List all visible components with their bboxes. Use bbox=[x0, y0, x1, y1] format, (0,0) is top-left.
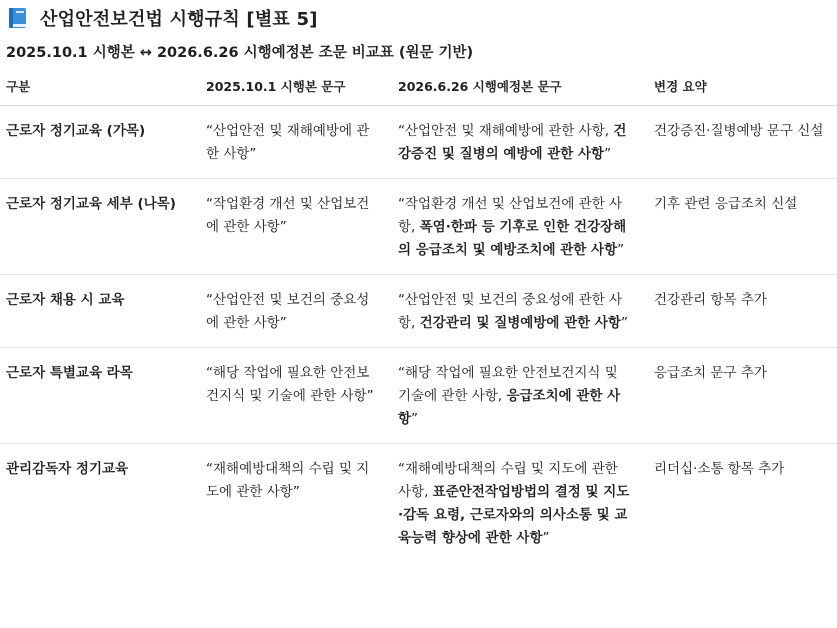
new-text-plain: “작업환경 개선 및 산업보건에 관한 사항, bbox=[398, 196, 623, 235]
column-header-summary: 변경 요약 bbox=[648, 66, 837, 106]
table-row bbox=[0, 444, 837, 563]
row-new-text bbox=[392, 275, 648, 348]
blue-book-icon bbox=[8, 7, 28, 29]
new-text-added: 표준안전작업방법의 결정 및 지도·감독 요령, 근로자와의 의사소통 및 교육능력 향상에 관한 사항 bbox=[398, 484, 630, 546]
column-header-new-text: 2026.6.26 시행예정본 문구 bbox=[392, 66, 648, 106]
new-text-end: ” bbox=[542, 530, 550, 546]
row-category: 근로자 채용 시 교육 bbox=[0, 275, 200, 348]
row-current-text: “산업안전 및 재해예방에 관한 사항” bbox=[200, 106, 392, 179]
row-summary: 건강증진·질병예방 문구 신설 bbox=[648, 106, 837, 179]
new-text-end: ” bbox=[617, 242, 625, 258]
new-text-end: ” bbox=[411, 411, 419, 427]
row-new-text bbox=[392, 179, 648, 275]
table-row bbox=[0, 275, 837, 348]
row-current-text: “해당 작업에 필요한 안전보건지식 및 기술에 관한 사항” bbox=[200, 348, 392, 444]
page-subtitle: 2025.10.1 시행본 ↔ 2026.6.26 시행예정본 조문 비교표 (원문 기반) bbox=[6, 45, 474, 61]
row-summary: 기후 관련 응급조치 신설 bbox=[648, 179, 837, 275]
row-current-text: “작업환경 개선 및 산업보건에 관한 사항” bbox=[200, 179, 392, 275]
column-header-category: 구분 bbox=[0, 66, 200, 106]
row-summary: 응급조치 문구 추가 bbox=[648, 348, 837, 444]
row-current-text: “재해예방대책의 수립 및 지도에 관한 사항” bbox=[206, 461, 370, 500]
title-row bbox=[8, 5, 318, 31]
table-row bbox=[0, 179, 837, 275]
row-summary: 리더십·소통 항목 추가 bbox=[654, 461, 785, 477]
row-new-text bbox=[392, 106, 648, 179]
row-category: 근로자 정기교육 (가목) bbox=[0, 106, 200, 179]
table-row bbox=[0, 348, 837, 444]
table-row bbox=[0, 106, 837, 179]
new-text-added: 응급조치에 관한 사항 bbox=[398, 388, 621, 427]
new-text-end: ” bbox=[621, 315, 628, 331]
row-category: 근로자 특별교육 라목 bbox=[0, 348, 200, 444]
new-text-plain: “산업안전 및 재해예방에 관한 사항, bbox=[398, 123, 614, 139]
row-current-text: “산업안전 및 보건의 중요성에 관한 사항” bbox=[200, 275, 392, 348]
row-new-text bbox=[392, 444, 648, 563]
new-text-plain: “해당 작업에 필요한 안전보건지식 및 기술에 관한 사항, bbox=[398, 365, 618, 404]
table-header-row bbox=[0, 66, 837, 106]
new-text-added: 건강관리 및 질병예방에 관한 사항 bbox=[419, 315, 621, 331]
column-header-current-text: 2025.10.1 시행본 문구 bbox=[200, 66, 392, 106]
row-category: 관리감독자 정기교육 bbox=[6, 461, 129, 477]
page-title: 산업안전보건법 시행규칙 [별표 5] bbox=[40, 9, 318, 30]
comparison-table bbox=[0, 66, 837, 562]
new-text-added: 건강증진 및 질병의 예방에 관한 사항 bbox=[398, 123, 627, 162]
row-category: 근로자 정기교육 세부 (나목) bbox=[0, 179, 200, 275]
row-summary: 건강관리 항목 추가 bbox=[648, 275, 837, 348]
new-text-plain: “산업안전 및 보건의 중요성에 관한 사항, bbox=[398, 292, 623, 331]
new-text-plain: “재해예방대책의 수립 및 지도에 관한 사항, bbox=[398, 461, 618, 500]
new-text-added: 폭염·한파 등 기후로 인한 건강장해의 응급조치 및 예방조치에 관한 사항 bbox=[398, 219, 627, 258]
row-new-text bbox=[392, 348, 648, 444]
new-text-end: ” bbox=[604, 146, 612, 162]
